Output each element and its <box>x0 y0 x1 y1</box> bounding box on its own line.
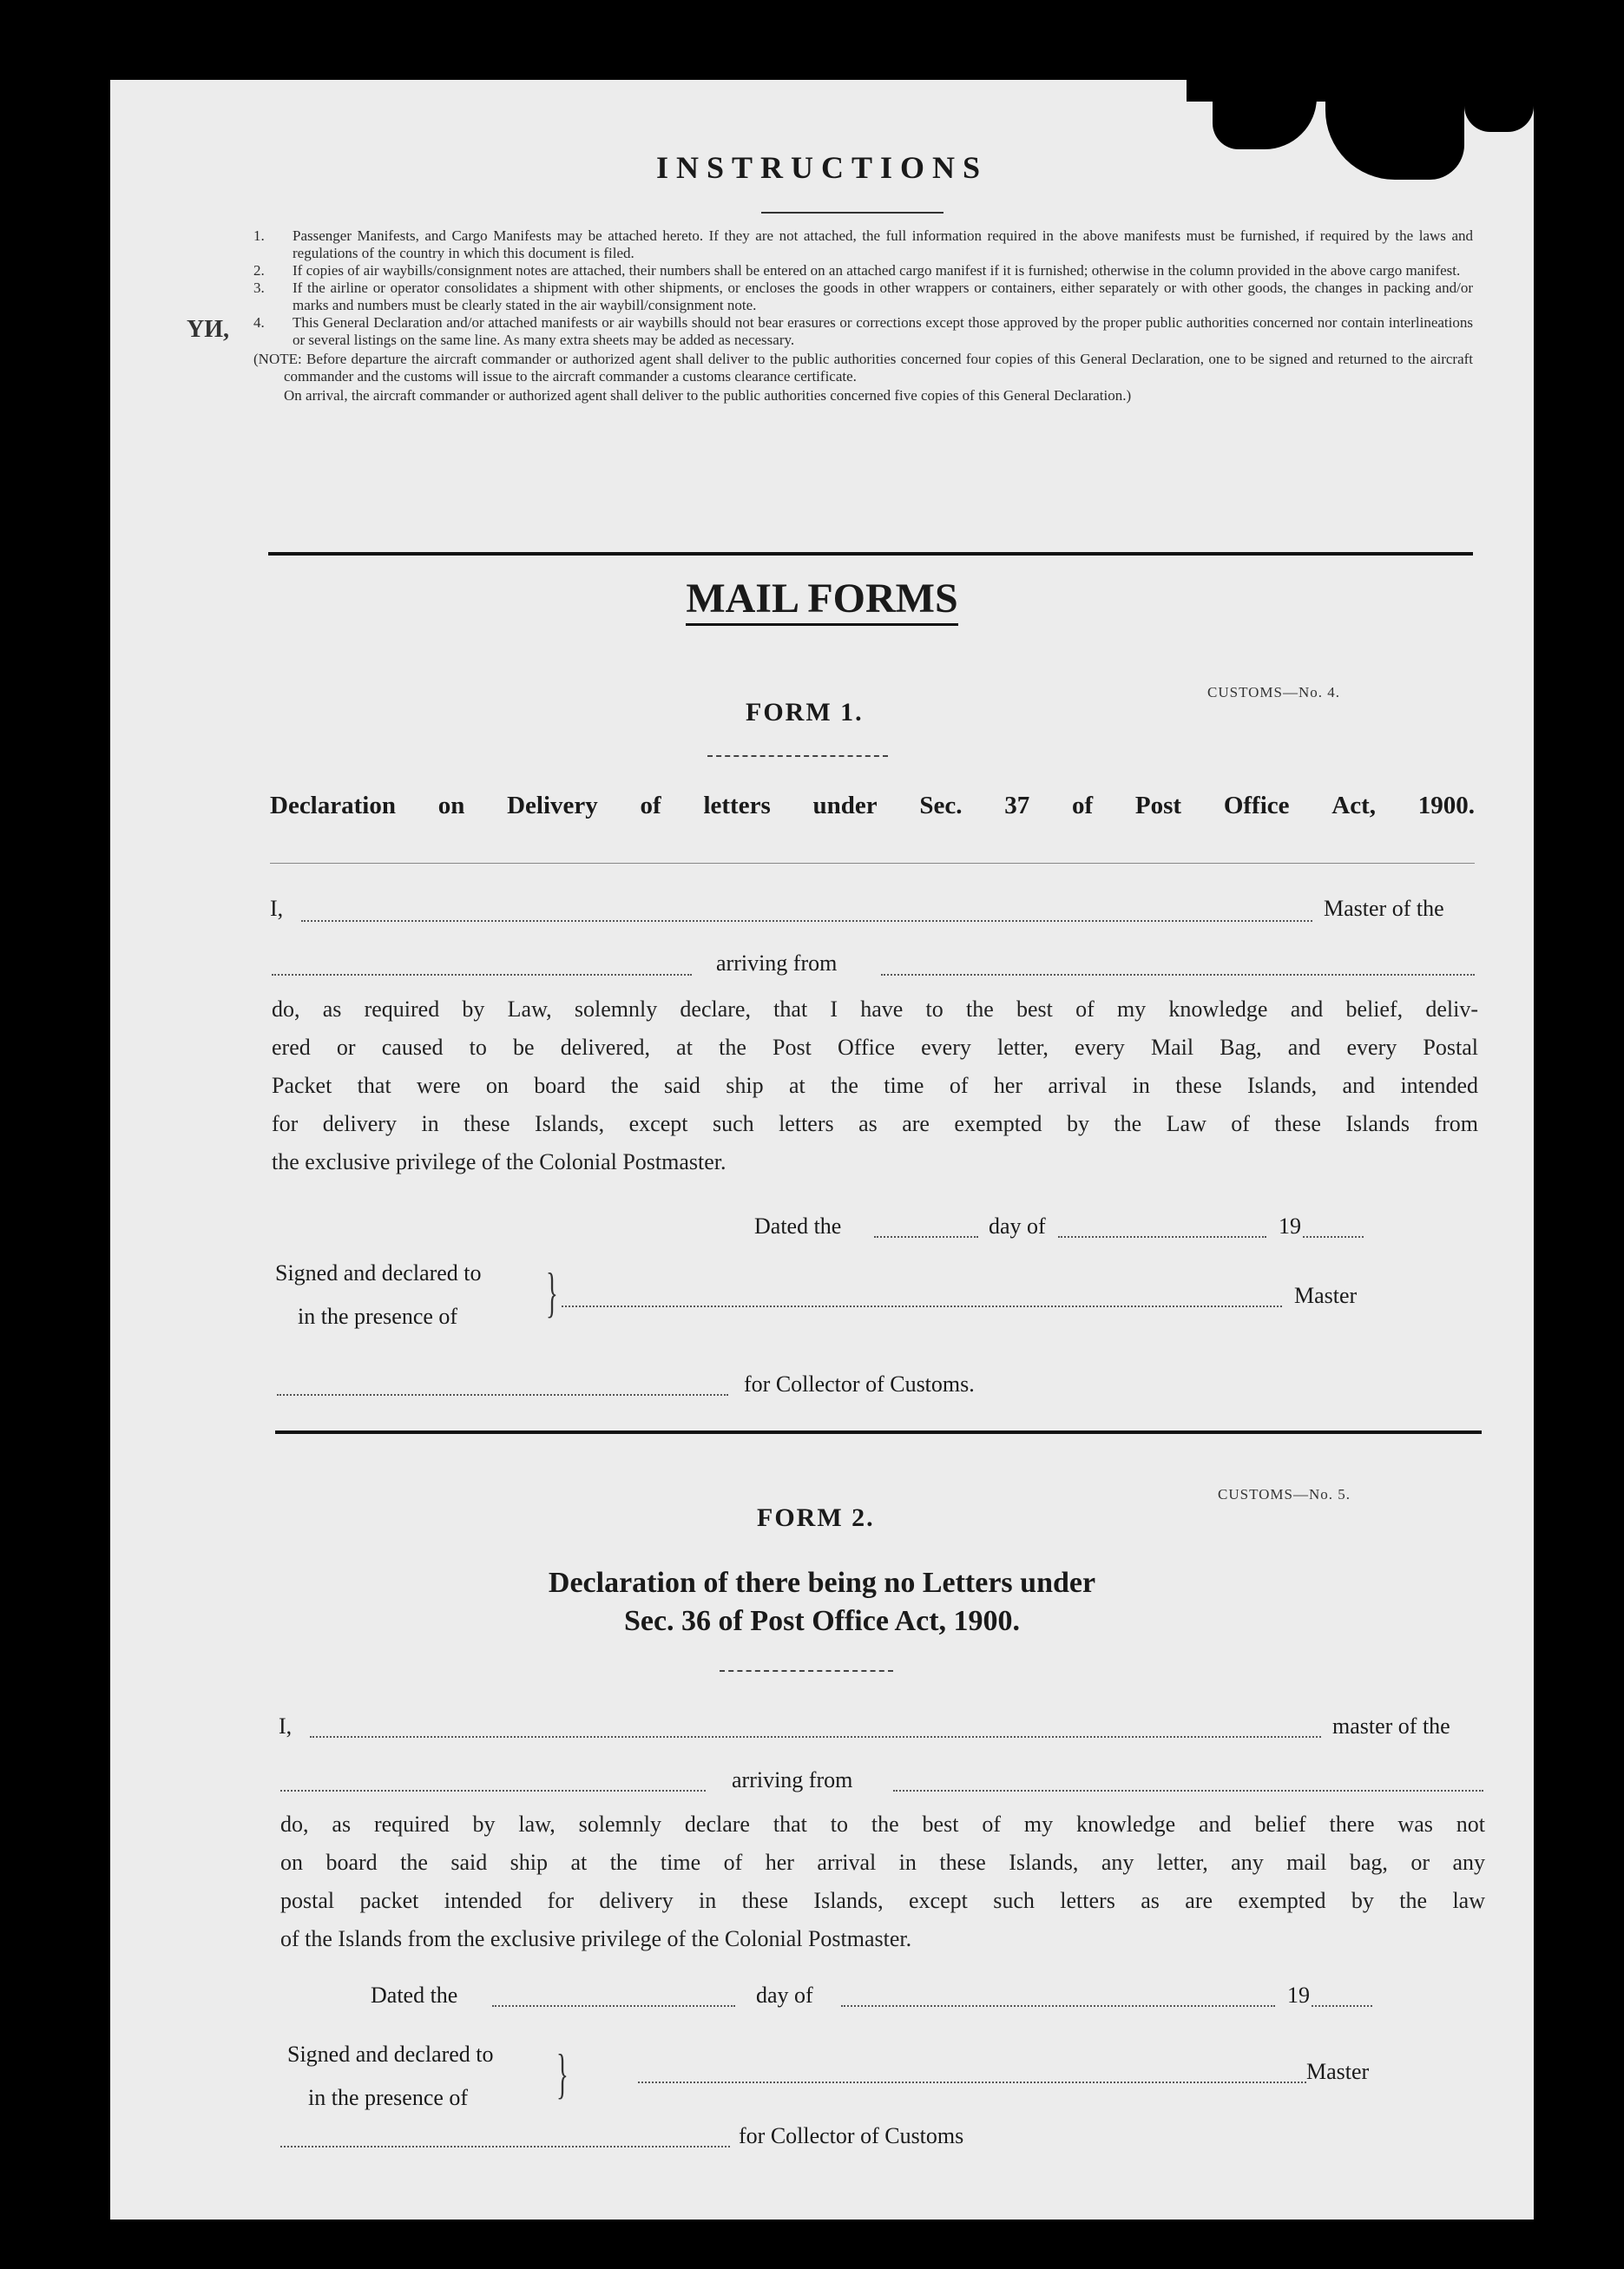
section-divider <box>268 552 1473 556</box>
signed-label: Signed and declared to <box>275 1260 482 1286</box>
instruction-note <box>253 387 1473 404</box>
instruction-item <box>253 280 1473 314</box>
decl-word: letters <box>703 792 771 819</box>
body-line: postal packet intended for delivery in these Islands, except such letters as are exempted by the law <box>280 1888 1485 1913</box>
item-number: 4. <box>253 314 265 331</box>
mail-forms-title-text: MAIL FORMS <box>686 575 957 626</box>
item-number: 3. <box>253 280 265 296</box>
year-label: 19 <box>1279 1213 1301 1239</box>
form2-declaration-title <box>110 1564 1534 1641</box>
decl-word: Sec. <box>919 792 963 819</box>
decl-word: of <box>640 792 661 819</box>
body-line: the exclusive privilege of the Colonial Postmaster. <box>272 1149 727 1174</box>
customs-number: CUSTOMS—No. 4. <box>1207 684 1341 700</box>
day-of-label: day of <box>756 1983 813 2008</box>
instructions-list <box>253 227 1473 404</box>
body-line: do, as required by law, solemnly declare that to the best of my knowledge and belief there was not <box>280 1812 1485 1837</box>
body-line: ered or caused to be delivered, at the Post Office every letter, every Mail Bag, and every Postal <box>272 1035 1478 1060</box>
item-text: If the airline or operator consolidates a shipment with other shipments, or encloses the goods in other wrappers or containers, either separately or with other goods, the changes in packing and/or marks and numbers must be clearly stated in the air waybill/consignment note. <box>293 280 1473 313</box>
item-number: 2. <box>253 262 265 279</box>
instruction-note <box>253 351 1473 385</box>
decl-word: Act, <box>1331 792 1376 819</box>
collector-signature-field[interactable] <box>277 1394 728 1396</box>
ship-name-field[interactable] <box>280 1790 706 1792</box>
instruction-item <box>253 262 1473 280</box>
decl-word: 1900. <box>1417 792 1475 819</box>
form2-body <box>280 1805 1485 1958</box>
note-text: Before departure the aircraft commander or authorized agent shall deliver to the public authorities concerned four copies of this General Declaration, one to be signed and returned to the aircraft commander and the customs will issue to the aircraft commander a customs clearance certificate. <box>284 351 1473 385</box>
instructions-title: INSTRUCTIONS <box>655 150 989 185</box>
decl-word: 37 <box>1004 792 1030 819</box>
form-label: FORM 2. <box>757 1503 875 1532</box>
item-number: 1. <box>253 227 265 244</box>
origin-field[interactable] <box>893 1790 1483 1792</box>
signed-label: Signed and declared to <box>287 2042 494 2067</box>
mail-forms-title <box>110 575 1534 622</box>
body-line: do, as required by Law, solemnly declare, that I have to the best of my knowledge and belief, deliv- <box>272 996 1478 1022</box>
arriving-from-label: arriving from <box>732 1767 853 1792</box>
dated-the-label: Dated the <box>754 1213 842 1239</box>
decl-word: of <box>1072 792 1094 819</box>
i-label: I, <box>270 896 284 921</box>
master-label: Master <box>1306 2059 1370 2084</box>
decl-word: Delivery <box>507 792 598 819</box>
form-underline <box>720 1670 893 1680</box>
document-page <box>110 80 1534 2220</box>
month-field[interactable] <box>841 2005 1275 2007</box>
decl-word: Office <box>1223 792 1290 819</box>
instruction-item <box>253 227 1473 262</box>
day-field[interactable] <box>874 1236 978 1238</box>
side-mark: ҮИ, <box>187 316 229 343</box>
year-field[interactable] <box>1312 2005 1372 2007</box>
decl-line: Declaration of there being no Letters under <box>548 1567 1096 1599</box>
origin-field[interactable] <box>881 974 1475 976</box>
year-label: 19 <box>1287 1983 1310 2008</box>
collector-label: for Collector of Customs. <box>744 1371 975 1397</box>
note-label: (NOTE: <box>253 351 302 367</box>
month-field[interactable] <box>1058 1236 1266 1238</box>
form-label: FORM 1. <box>746 698 864 727</box>
i-label: I, <box>279 1713 293 1739</box>
day-field[interactable] <box>492 2005 735 2007</box>
torn-corner <box>1213 97 1317 149</box>
presence-label: in the presence of <box>308 2085 469 2110</box>
master-signature-field[interactable] <box>562 1305 1282 1307</box>
arriving-from-label: arriving from <box>716 950 838 976</box>
instruction-item <box>253 314 1473 349</box>
brace-icon: } <box>556 2042 569 2104</box>
presence-label: in the presence of <box>298 1304 458 1329</box>
master-name-field[interactable] <box>310 1736 1321 1738</box>
collector-signature-field[interactable] <box>280 2146 730 2147</box>
decl-word: on <box>437 792 465 819</box>
master-label: Master <box>1294 1283 1358 1308</box>
master-signature-field[interactable] <box>638 2082 1306 2083</box>
body-line: for delivery in these Islands, except such letters as are exempted by the Law of these Islands from <box>272 1111 1478 1136</box>
form-underline <box>707 755 888 766</box>
master-of-the-label: Master of the <box>1324 896 1444 921</box>
decl-word: Declaration <box>270 792 396 819</box>
body-line: Packet that were on board the said ship at the time of her arrival in these Islands, and intended <box>272 1073 1478 1098</box>
master-of-the-label: master of the <box>1332 1713 1450 1739</box>
body-line: on board the said ship at the time of her arrival in these Islands, any letter, any mail bag, or any <box>280 1850 1485 1875</box>
customs-number: CUSTOMS—No. 5. <box>1218 1486 1351 1503</box>
form1-body <box>272 990 1478 1181</box>
ship-name-field[interactable] <box>272 974 692 976</box>
decl-word: under <box>812 792 878 819</box>
decl-word: Post <box>1134 792 1182 819</box>
brace-icon: } <box>546 1261 558 1323</box>
dated-the-label: Dated the <box>371 1983 458 2008</box>
decl-line: Sec. 36 of Post Office Act, 1900. <box>623 1605 1021 1637</box>
day-of-label: day of <box>989 1213 1046 1239</box>
title-underline <box>761 212 943 214</box>
item-text: Passenger Manifests, and Cargo Manifests may be attached hereto. If they are not attached, the full information required in the above manifests must be furnished, if required by the laws and regulations of the country in which this document is filed. <box>293 227 1473 261</box>
year-field[interactable] <box>1303 1236 1364 1238</box>
form1-declaration-title <box>270 792 1475 820</box>
collector-label: for Collector of Customs <box>739 2123 964 2148</box>
form1-title-rule <box>270 863 1475 864</box>
master-name-field[interactable] <box>301 920 1312 922</box>
item-text: This General Declaration and/or attached manifests or air waybills should not bear erasures or corrections except those approved by the proper public authorities concerned nor contain interlineations or several listings on the same line. As many extra sheets may be added as necessary. <box>293 314 1473 348</box>
body-line: of the Islands from the exclusive privilege of the Colonial Postmaster. <box>280 1926 912 1951</box>
item-text: If copies of air waybills/consignment notes are attached, their numbers shall be entered on an attached cargo manifest if it is furnished; otherwise in the column provided in the above cargo manifest. <box>293 262 1461 279</box>
note-text: On arrival, the aircraft commander or authorized agent shall deliver to the public authorities concerned five copies of this General Declaration.) <box>284 387 1132 404</box>
section-divider <box>275 1430 1482 1434</box>
torn-corner <box>1464 97 1534 132</box>
